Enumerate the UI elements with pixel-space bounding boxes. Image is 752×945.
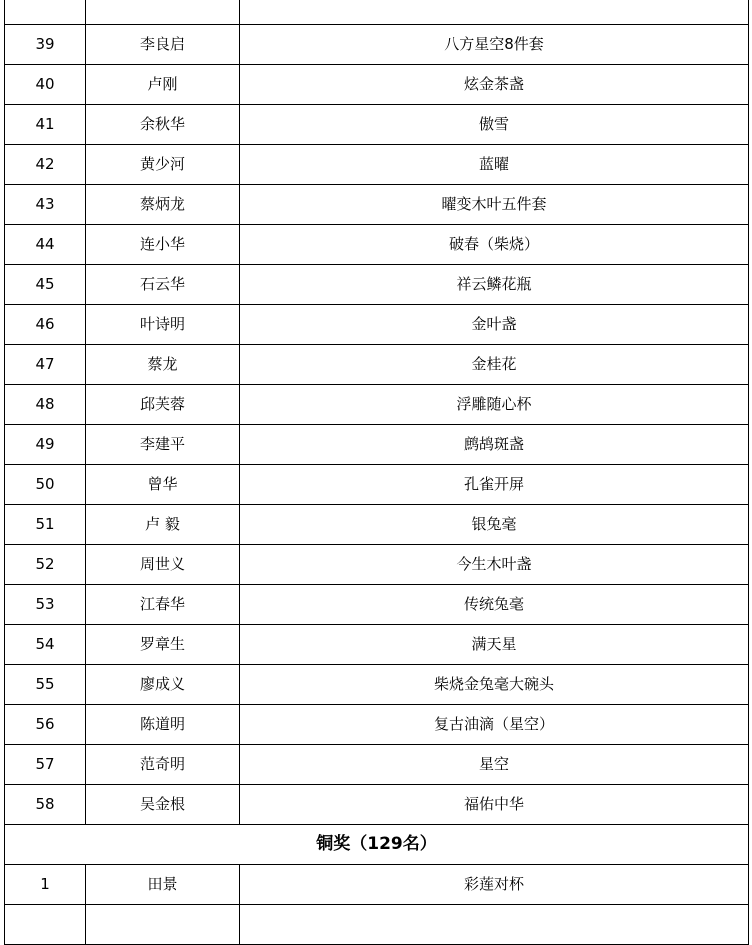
table-row <box>5 665 749 705</box>
table-row <box>5 905 749 945</box>
table-row-partial-top <box>5 0 749 25</box>
number-cell: 50 <box>5 465 86 505</box>
number-cell: 44 <box>5 225 86 265</box>
name-cell: 李建平 <box>86 425 240 465</box>
work-cell: 金叶盏 <box>240 305 749 345</box>
number-cell: 45 <box>5 265 86 305</box>
number-cell <box>5 0 86 25</box>
name-cell <box>86 905 240 945</box>
work-cell: 银兔毫 <box>240 505 749 545</box>
name-cell: 卢刚 <box>86 65 240 105</box>
number-cell: 42 <box>5 145 86 185</box>
table-row <box>5 425 749 465</box>
work-cell: 鹧鸪斑盏 <box>240 425 749 465</box>
table-row <box>5 465 749 505</box>
name-cell: 邱芙蓉 <box>86 385 240 425</box>
work-cell: 福佑中华 <box>240 785 749 825</box>
work-cell: 星空 <box>240 745 749 785</box>
number-cell: 51 <box>5 505 86 545</box>
number-cell: 43 <box>5 185 86 225</box>
work-cell: 破春（柴烧） <box>240 225 749 265</box>
section-title: 铜奖（129名） <box>5 825 749 865</box>
section-header-row <box>5 825 749 865</box>
work-cell: 曜变木叶五件套 <box>240 185 749 225</box>
name-cell: 范奇明 <box>86 745 240 785</box>
table-row <box>5 25 749 65</box>
name-cell: 叶诗明 <box>86 305 240 345</box>
table-row <box>5 385 749 425</box>
name-cell: 黄少河 <box>86 145 240 185</box>
number-cell: 1 <box>5 865 86 905</box>
award-table-body <box>5 0 749 945</box>
name-cell: 卢 毅 <box>86 505 240 545</box>
work-cell: 祥云鳞花瓶 <box>240 265 749 305</box>
work-cell: 八方星空8件套 <box>240 25 749 65</box>
name-cell: 田景 <box>86 865 240 905</box>
name-cell: 吴金根 <box>86 785 240 825</box>
number-cell: 46 <box>5 305 86 345</box>
name-cell: 周世义 <box>86 545 240 585</box>
number-cell: 41 <box>5 105 86 145</box>
number-cell: 48 <box>5 385 86 425</box>
number-cell: 47 <box>5 345 86 385</box>
table-row <box>5 345 749 385</box>
number-cell: 56 <box>5 705 86 745</box>
work-cell <box>240 905 749 945</box>
name-cell: 连小华 <box>86 225 240 265</box>
number-cell: 39 <box>5 25 86 65</box>
work-cell: 传统兔毫 <box>240 585 749 625</box>
work-cell: 彩莲对杯 <box>240 865 749 905</box>
name-cell: 曾华 <box>86 465 240 505</box>
work-cell: 金桂花 <box>240 345 749 385</box>
number-cell: 54 <box>5 625 86 665</box>
table-row <box>5 265 749 305</box>
work-cell: 今生木叶盏 <box>240 545 749 585</box>
work-cell: 孔雀开屏 <box>240 465 749 505</box>
work-cell: 炫金茶盏 <box>240 65 749 105</box>
work-cell: 柴烧金兔毫大碗头 <box>240 665 749 705</box>
table-row <box>5 865 749 905</box>
work-cell <box>240 0 749 25</box>
name-cell: 余秋华 <box>86 105 240 145</box>
table-row <box>5 705 749 745</box>
table-row <box>5 185 749 225</box>
number-cell: 57 <box>5 745 86 785</box>
number-cell: 55 <box>5 665 86 705</box>
table-row <box>5 225 749 265</box>
name-cell: 廖成义 <box>86 665 240 705</box>
table-row <box>5 505 749 545</box>
table-row <box>5 585 749 625</box>
number-cell: 53 <box>5 585 86 625</box>
number-cell: 40 <box>5 65 86 105</box>
table-row <box>5 145 749 185</box>
name-cell: 陈道明 <box>86 705 240 745</box>
number-cell: 52 <box>5 545 86 585</box>
name-cell: 李良启 <box>86 25 240 65</box>
table-row <box>5 65 749 105</box>
work-cell: 浮雕随心杯 <box>240 385 749 425</box>
table-row <box>5 625 749 665</box>
number-cell: 49 <box>5 425 86 465</box>
award-table <box>4 0 749 945</box>
name-cell <box>86 0 240 25</box>
table-row <box>5 105 749 145</box>
number-cell <box>5 905 86 945</box>
table-row <box>5 305 749 345</box>
table-row <box>5 545 749 585</box>
name-cell: 石云华 <box>86 265 240 305</box>
number-cell: 58 <box>5 785 86 825</box>
work-cell: 复古油滴（星空） <box>240 705 749 745</box>
name-cell: 江春华 <box>86 585 240 625</box>
work-cell: 傲雪 <box>240 105 749 145</box>
work-cell: 满天星 <box>240 625 749 665</box>
table-row <box>5 785 749 825</box>
name-cell: 蔡炳龙 <box>86 185 240 225</box>
work-cell: 蓝曜 <box>240 145 749 185</box>
name-cell: 蔡龙 <box>86 345 240 385</box>
table-row <box>5 745 749 785</box>
name-cell: 罗章生 <box>86 625 240 665</box>
